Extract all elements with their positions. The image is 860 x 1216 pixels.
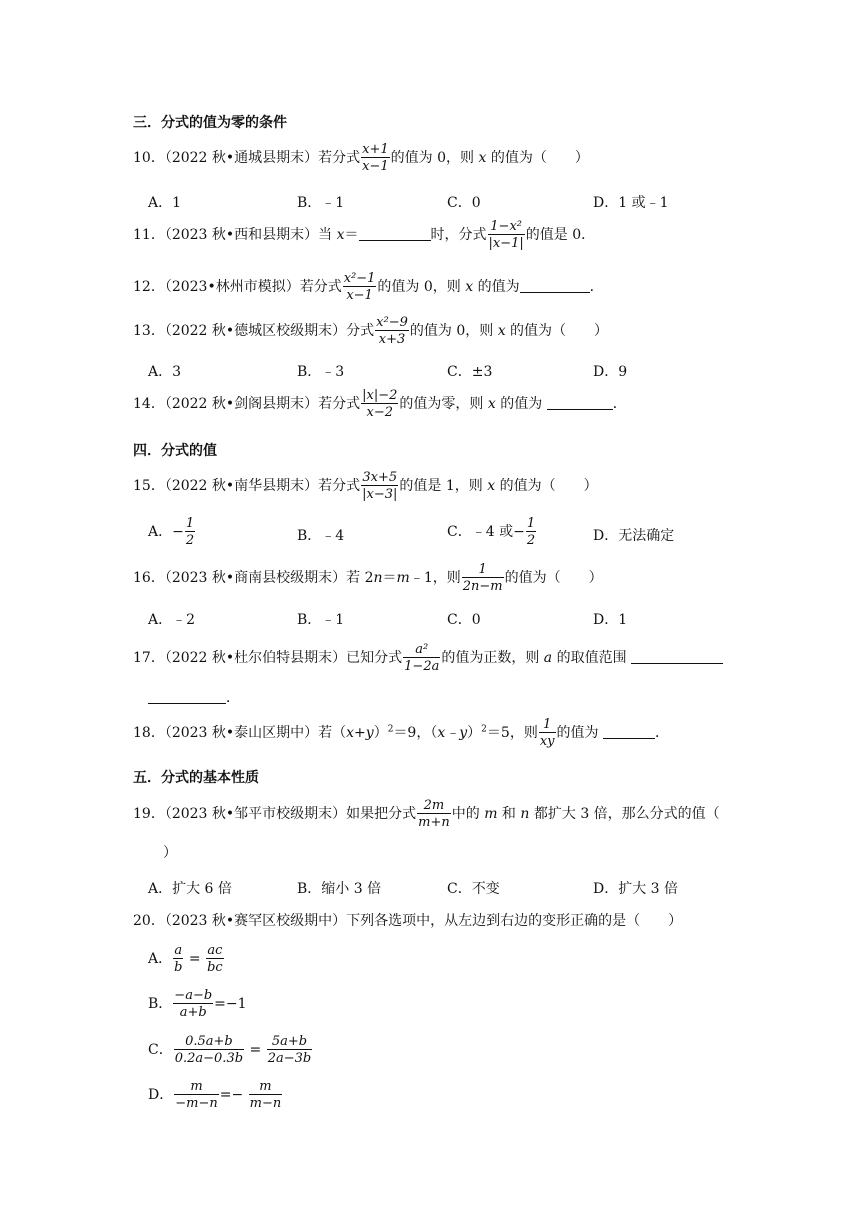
fraction-numerator: m [174, 1080, 219, 1095]
fraction-denominator: 2n−m [462, 579, 503, 594]
section-heading-5: 五．分式的基本性质 [133, 770, 259, 786]
question-18 [133, 718, 669, 748]
variable: a [543, 650, 553, 666]
q19-option-c: C．不变 [447, 881, 500, 897]
question-16-tail: 的值为（ ） [504, 570, 603, 586]
question-17-prefix: 17．（2022 秋•杜尔伯特县期末）已知分式 [133, 650, 403, 666]
question-18-text: ＝5，则 [486, 725, 538, 741]
period: ． [612, 396, 627, 412]
question-18-tail: 的值为 [556, 725, 603, 741]
question-14-prefix: 14．（2022 秋•剑阁县期末）若分式 [133, 396, 361, 412]
q10-option-b: B．﹣1 [297, 195, 345, 211]
question-14 [133, 389, 627, 419]
question-19-prefix: 19．（2023 秋•邹平市校级期末）如果把分式 [133, 806, 417, 822]
fraction-denominator: m+n [418, 815, 450, 830]
question-15-prefix: 15．（2022 秋•南华县期末）若分式 [133, 478, 361, 494]
period: ． [654, 725, 669, 741]
q20-option-b [148, 989, 247, 1019]
q20-option-d [148, 1080, 283, 1110]
expression: x﹣y [437, 725, 468, 741]
question-11-text: 时，分式 [430, 227, 487, 243]
option-label: B． [148, 996, 173, 1012]
option-label: C． [148, 1042, 173, 1058]
question-18-prefix: 18．（2023 秋•泰山区期中）若（ [133, 725, 347, 741]
equals-sign: = [188, 951, 201, 967]
paren: ） [467, 725, 482, 741]
fraction-numerator: 5a+b [267, 1035, 313, 1050]
question-17-text: 的值为正数，则 [441, 650, 544, 666]
fraction-denominator: xy [539, 734, 555, 749]
question-18-fraction [539, 718, 556, 748]
option-label: D． [148, 1087, 174, 1103]
question-12-prefix: 12．（2023•林州市模拟）若分式 [133, 279, 342, 295]
question-19-fraction [417, 799, 451, 829]
fraction-numerator: m [249, 1080, 283, 1095]
q10-option-d: D．1 或﹣1 [593, 195, 669, 211]
fraction-numerator: 1 [539, 718, 556, 733]
fraction-denominator: x+3 [378, 332, 406, 347]
fraction-numerator: 0.5a+b [174, 1035, 244, 1050]
option-label: A． [148, 951, 173, 967]
q16-option-b: B．﹣1 [297, 612, 345, 628]
fraction-numerator: a² [403, 643, 440, 658]
question-16-prefix: 16．（2023 秋•商南县校级期末）若 2 [133, 570, 374, 586]
question-10-tail: 的值为（ ） [486, 150, 589, 166]
question-11-tail: 的值是 0． [525, 227, 596, 243]
rhs: =−1 [214, 996, 247, 1012]
option-a-fraction [185, 517, 195, 547]
answer-blank [359, 226, 431, 241]
question-16-fraction [462, 563, 504, 593]
option-c-fraction [526, 517, 536, 547]
variable: x [497, 323, 506, 339]
fraction-denominator: m−n [249, 1096, 282, 1111]
question-10-text: 的值为 0，则 [390, 150, 479, 166]
variable: x [465, 279, 474, 295]
q13-option-d: D．9 [593, 364, 628, 380]
equals-sign: = [249, 1042, 262, 1058]
fraction-denominator: x−1 [346, 288, 373, 303]
q13-option-b: B．﹣3 [297, 364, 345, 380]
question-19-line2: ） [163, 845, 177, 861]
q20-option-c [148, 1035, 313, 1065]
fraction-numerator: ac [207, 943, 223, 958]
fraction-denominator: bc [207, 960, 223, 975]
question-13-fraction [375, 316, 409, 346]
question-17-fraction [403, 643, 440, 673]
question-10-fraction [361, 143, 390, 173]
lhs-fraction [173, 944, 183, 974]
fraction-numerator: x+1 [362, 142, 389, 157]
question-16 [133, 563, 603, 593]
fraction-numerator: |x|−2 [362, 388, 398, 403]
question-17 [133, 643, 723, 673]
question-13 [133, 316, 608, 346]
expression: x+y [346, 725, 374, 741]
fraction-numerator: 2m [417, 799, 451, 814]
question-12-tail: 的值为 [473, 279, 520, 295]
q15-option-c [447, 517, 537, 547]
lhs-fraction [174, 1080, 219, 1110]
q19-option-d: D．扩大 3 倍 [593, 881, 679, 897]
period: ． [226, 690, 240, 706]
question-19-text: 和 [497, 806, 521, 822]
fraction-denominator: 2 [526, 533, 536, 548]
variable: x [487, 396, 496, 412]
exponent: 2 [481, 724, 487, 735]
q10-option-a: A．1 [148, 195, 182, 211]
question-11-prefix: 11．（2023 秋•西和县期末）当 [133, 227, 337, 243]
question-10-prefix: 10．（2022 秋•通城县期末）若分式 [133, 150, 361, 166]
variable: x [478, 150, 487, 166]
section-heading-4: 四．分式的值 [133, 443, 217, 459]
equals-sign: ＝ [382, 570, 397, 586]
fraction-numerator: x²−1 [343, 271, 376, 286]
fraction-denominator: 2a−3b [267, 1051, 312, 1066]
q15-option-b: B．﹣4 [297, 528, 345, 544]
answer-blank-continued [148, 689, 226, 704]
q13-option-a: A．3 [148, 364, 182, 380]
question-12 [133, 272, 604, 302]
q16-option-d: D．1 [593, 612, 628, 628]
question-10 [133, 143, 589, 173]
question-19 [133, 799, 720, 829]
answer-blank [631, 649, 723, 664]
q10-option-c: C．0 [447, 195, 481, 211]
question-11-fraction [488, 220, 525, 250]
question-12-text: 的值为 0，则 [377, 279, 466, 295]
q16-option-a: A．﹣2 [148, 612, 196, 628]
paren: ） [373, 725, 388, 741]
variable: x [487, 478, 496, 494]
variable: x [336, 227, 345, 243]
question-12-fraction [343, 272, 377, 302]
fraction-denominator: −m−n [175, 1096, 218, 1111]
answer-blank [520, 278, 590, 293]
q15-option-a [148, 517, 196, 547]
question-13-prefix: 13．（2022 秋•德城区校级期末）分式 [133, 323, 375, 339]
fraction-denominator: a+b [179, 1005, 207, 1020]
question-11 [133, 220, 595, 250]
lhs-fraction [174, 1035, 244, 1065]
period: ． [589, 279, 604, 295]
variable: n [373, 570, 383, 586]
question-19-tail: 都扩大 3 倍，那么分式的值（ [529, 806, 720, 822]
question-13-tail: 的值为（ ） [505, 323, 609, 339]
fraction-numerator: 1−x² [488, 220, 525, 235]
question-15-tail: 的值为（ ） [495, 478, 598, 494]
q20-option-a [148, 944, 225, 974]
answer-blank [547, 395, 613, 410]
fraction-denominator: x−1 [362, 159, 389, 174]
question-17-tail: 的取值范围 [552, 650, 632, 666]
fraction-denominator: |x−3| [362, 487, 398, 502]
fraction-numerator: x²−9 [376, 315, 408, 330]
rhs-fraction [249, 1080, 283, 1110]
lhs-fraction [173, 989, 213, 1019]
variable: n [520, 806, 530, 822]
q15-option-d: D．无法确定 [593, 528, 675, 544]
variable: m [396, 570, 410, 586]
question-16-text: ﹣1，则 [409, 570, 461, 586]
q19-option-a: A．扩大 6 倍 [148, 881, 232, 897]
q16-option-c: C．0 [447, 612, 481, 628]
equals-sign: ＝ [344, 227, 359, 243]
exponent: 2 [387, 724, 394, 735]
question-14-tail: 的值为 [495, 396, 547, 412]
option-label: A．− [148, 524, 184, 540]
fraction-numerator: 1 [185, 516, 195, 531]
question-15-fraction [361, 471, 398, 501]
fraction-denominator: b [174, 960, 183, 975]
fraction-numerator: a [174, 943, 183, 958]
variable: m [484, 806, 498, 822]
fraction-denominator: |x−1| [488, 236, 524, 251]
option-label: C．﹣4 或− [447, 524, 525, 540]
answer-blank [603, 724, 655, 739]
fraction-denominator: x−2 [366, 405, 394, 420]
question-19-text: 中的 [451, 806, 485, 822]
rhs-fraction [206, 944, 224, 974]
question-17-line2 [148, 688, 240, 708]
fraction-denominator: 1−2a [404, 659, 440, 674]
fraction-numerator: 3x+5 [362, 470, 398, 485]
question-13-text: 的值为 0，则 [409, 323, 498, 339]
question-18-text: ＝9，（ [393, 725, 438, 741]
rhs-fraction [267, 1035, 313, 1065]
question-14-text: 的值为零，则 [399, 396, 488, 412]
equals-sign: =− [219, 1087, 244, 1103]
question-15-text: 的值是 1，则 [399, 478, 488, 494]
q13-option-c: C．±3 [447, 364, 493, 380]
q19-option-b: B．缩小 3 倍 [297, 881, 382, 897]
fraction-denominator: 0.2a−0.3b [174, 1051, 244, 1066]
fraction-numerator: −a−b [174, 988, 213, 1003]
section-heading-3: 三．分式的值为零的条件 [133, 115, 287, 131]
question-15 [133, 471, 598, 501]
fraction-denominator: 2 [185, 533, 195, 548]
fraction-numerator: 1 [526, 516, 536, 531]
question-20: 20．（2023 秋•赛罕区校级期中）下列各选项中，从左边到右边的变形正确的是（ ） [133, 913, 683, 929]
fraction-numerator: 1 [462, 563, 504, 578]
question-14-fraction [361, 389, 398, 419]
